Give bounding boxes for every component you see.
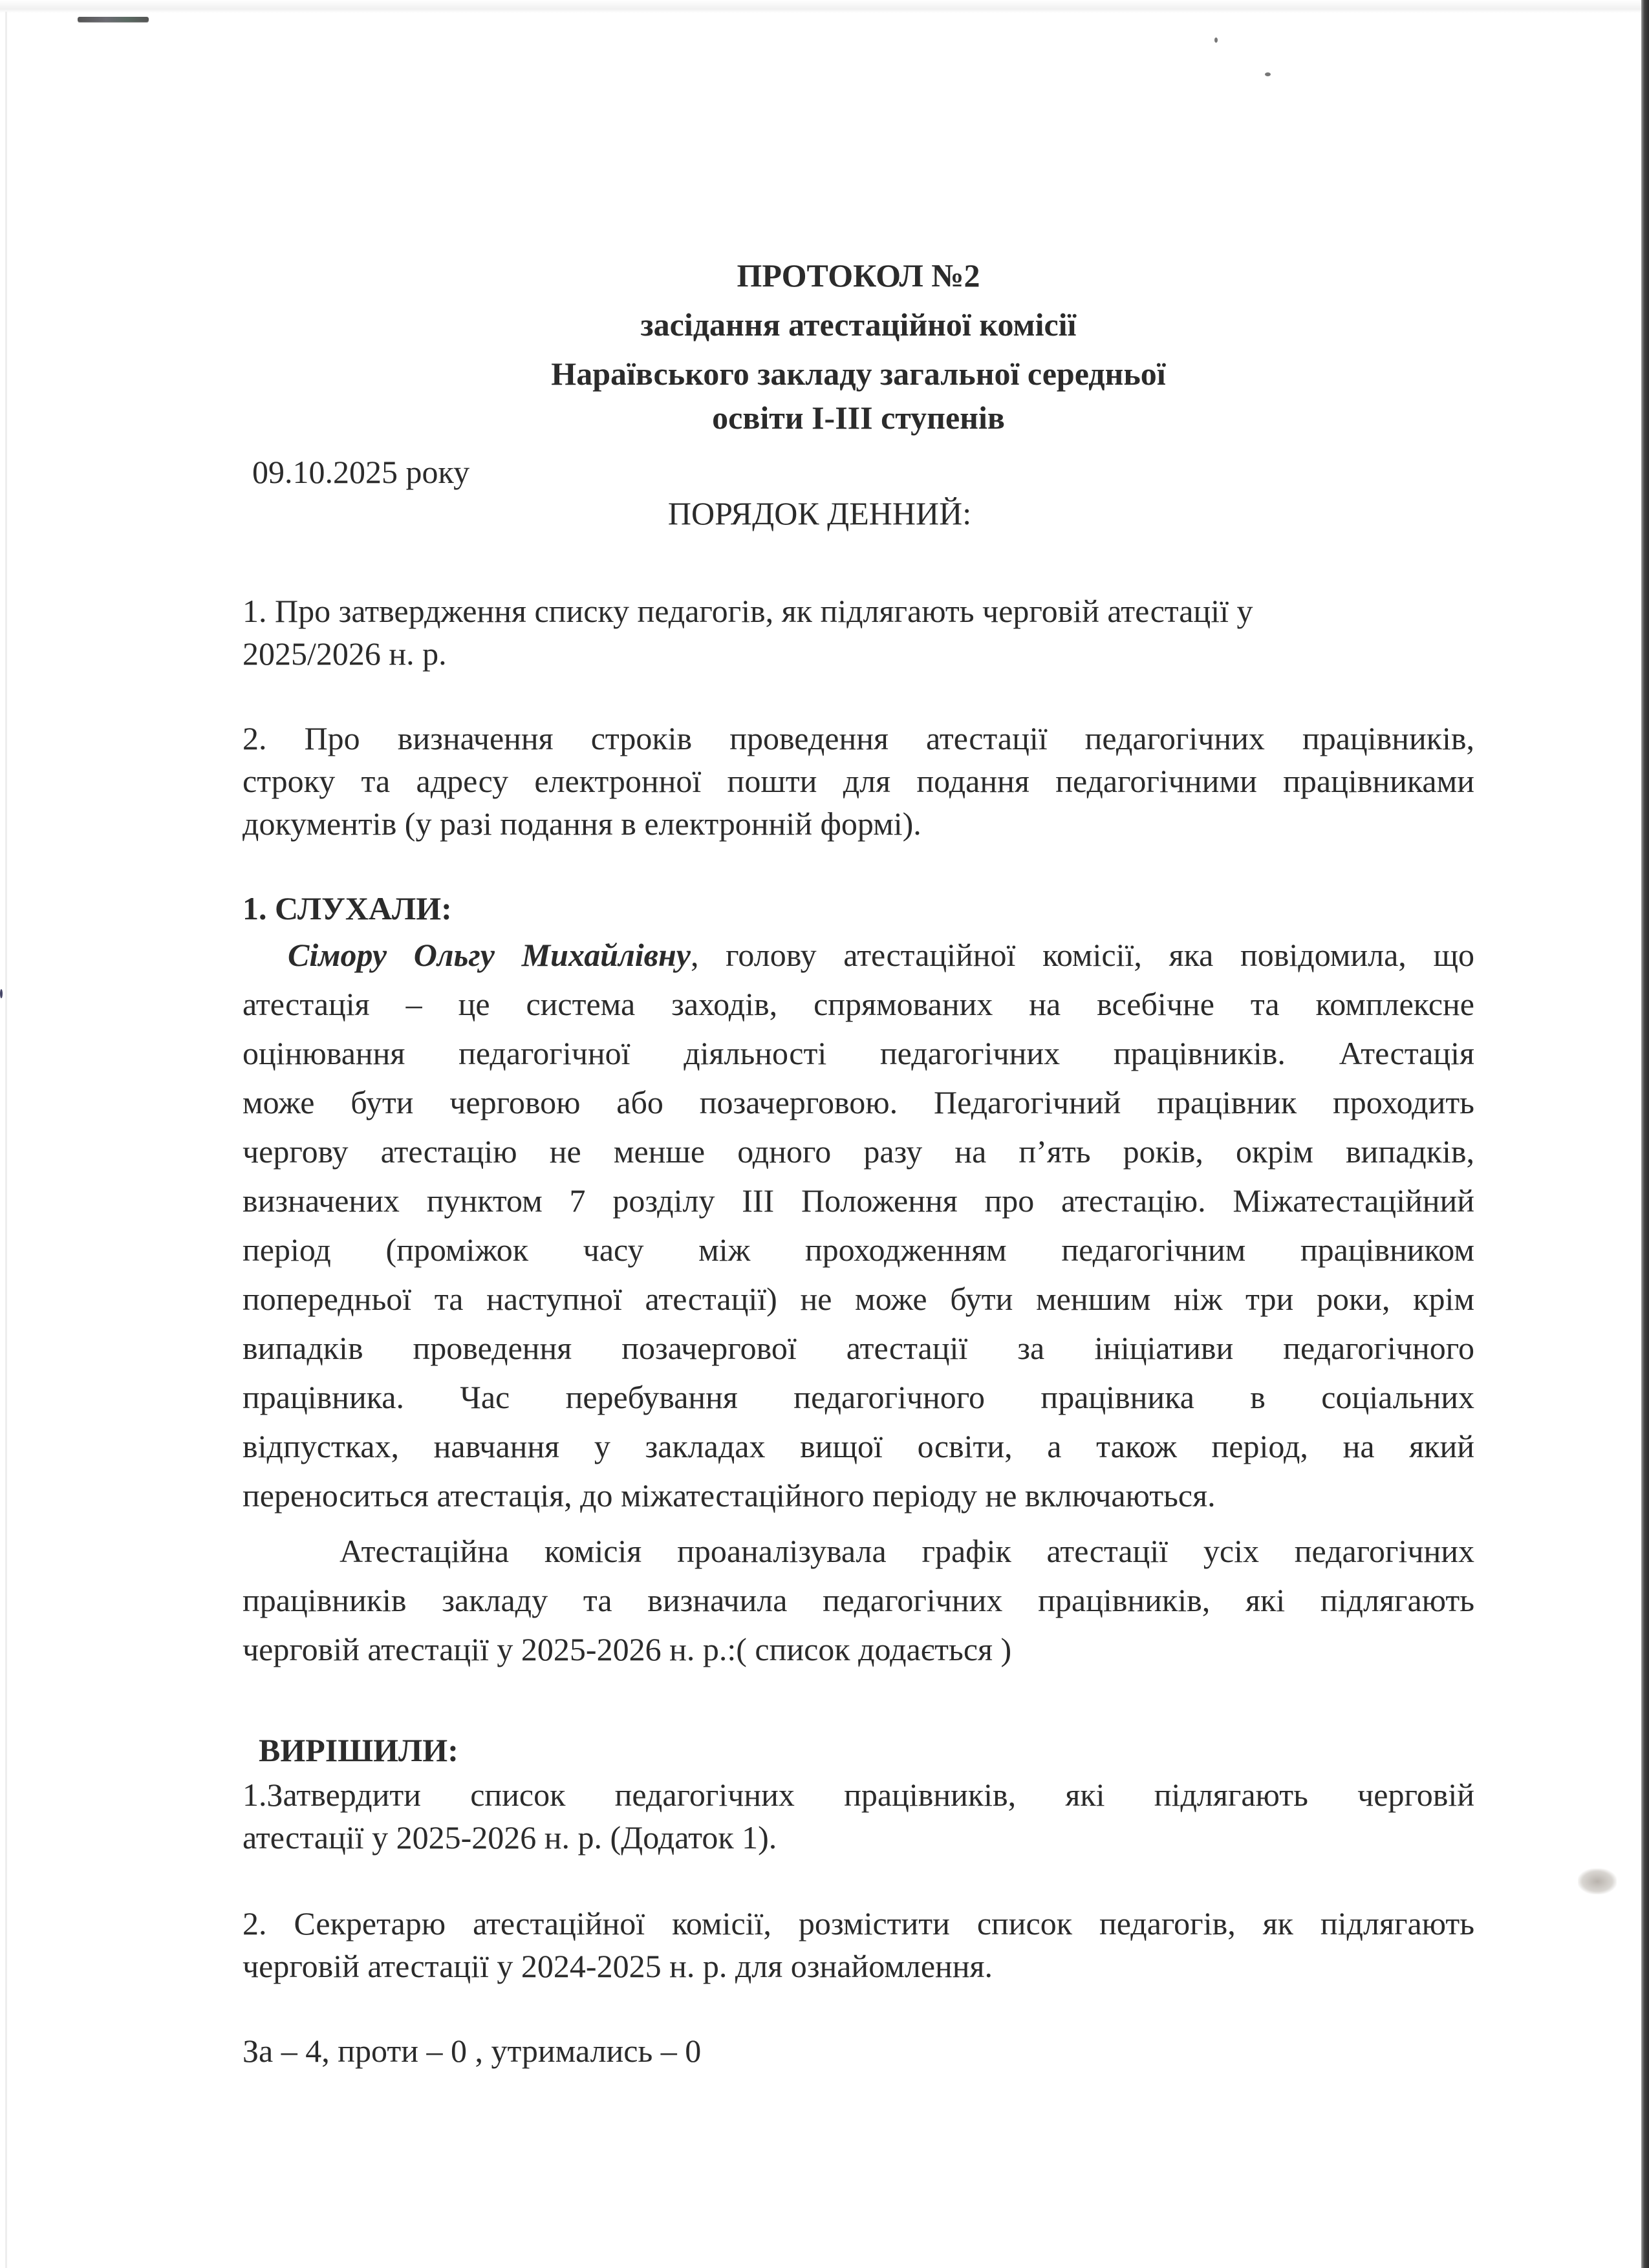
heard-para2-line: черговій атестації у 2025-2026 н. р.:( список додається ) (242, 1631, 1012, 1667)
heard-line: відпустках, навчання у закладах вищої освіти, а також період, на який (242, 1428, 1474, 1464)
vote-result: За – 4, проти – 0 , утримались – 0 (242, 2033, 702, 2069)
speck (1214, 37, 1218, 43)
heard-line: атестація – це система заходів, спрямованих на всебічне та комплексне (242, 986, 1474, 1022)
agenda-item-2-line: строку та адресу електронної пошти для подання педагогічними працівниками (242, 763, 1474, 799)
meeting-date: 09.10.2025 року (252, 454, 470, 490)
scan-smudge (1578, 1868, 1617, 1894)
decided-item-1-line: 1.Затвердити список педагогічних працівників, які підлягають черговій (242, 1777, 1474, 1813)
document-title: ПРОТОКОЛ №2 (737, 257, 980, 294)
staple-mark (78, 17, 149, 22)
heard-line: оцінювання педагогічної діяльності педагогічних працівників. Атестація (242, 1035, 1474, 1071)
heard-line: випадків проведення позачергової атестації за ініціативи педагогічного (242, 1330, 1474, 1366)
agenda-item-1-line: 2025/2026 н. р. (242, 636, 447, 672)
heard-para2-line: Атестаційна комісія проаналізувала графік атестації усіх педагогічних (339, 1533, 1474, 1569)
heard-line: попередньої та наступної атестації) не може бути меншим ніж три роки, крім (242, 1281, 1474, 1317)
agenda-item-2-line: 2. Про визначення строків проведення атестації педагогічних працівників, (242, 720, 1474, 756)
heard-line: може бути черговою або позачерговою. Педагогічний працівник проходить (242, 1084, 1474, 1120)
decided-item-2-line: черговій атестації у 2024-2025 н. р. для ознайомлення. (242, 1948, 993, 1984)
decided-item-2-line: 2. Секретарю атестаційної комісії, розмістити список педагогів, як підлягають (242, 1905, 1474, 1942)
document-subtitle-2: Нараївського закладу загальної середньої (551, 356, 1166, 392)
decided-heading: ВИРІШИЛИ: (259, 1732, 458, 1768)
heard-line: період (проміжок часу між проходженням педагогічним працівником (242, 1232, 1474, 1268)
document-subtitle-1: засідання атестаційної комісії (640, 306, 1077, 343)
speck (1265, 72, 1271, 76)
agenda-heading: ПОРЯДОК ДЕННИЙ: (667, 495, 972, 531)
scan-top-shadow (0, 0, 1649, 13)
heard-line: визначених пунктом 7 розділу ІІІ Положення про атестацію. Міжатестаційний (242, 1182, 1474, 1219)
heard-line: переноситься атестація, до міжатестаційного періоду не включаються. (242, 1477, 1216, 1514)
document-subtitle-3: освіти І-ІІІ ступенів (712, 400, 1005, 436)
heard-heading: 1. СЛУХАЛИ: (242, 890, 452, 926)
heard-line: працівника. Час перебування педагогічного працівника в соціальних (242, 1379, 1474, 1415)
speck (0, 989, 3, 998)
agenda-item-2-line: документів (у разі подання в електронній формі). (242, 806, 921, 842)
agenda-item-1-line: 1. Про затвердження списку педагогів, як підлягають черговій атестації у (242, 593, 1253, 629)
speaker-name: Сімору Ольгу Михайлівну (288, 937, 691, 973)
heard-line: чергову атестацію не менше одного разу на п’ять років, окрім випадків, (242, 1133, 1474, 1170)
scan-left-edge (5, 12, 7, 2268)
heard-line (242, 936, 1474, 974)
heard-line-text: , голову атестаційної комісії, яка повідомила, що (690, 937, 1474, 973)
heard-para2-line: працівників закладу та визначила педагогічних працівників, які підлягають (242, 1582, 1474, 1618)
scan-right-edge (1641, 0, 1649, 2268)
decided-item-1-line: атестації у 2025-2026 н. р. (Додаток 1). (242, 1819, 777, 1856)
